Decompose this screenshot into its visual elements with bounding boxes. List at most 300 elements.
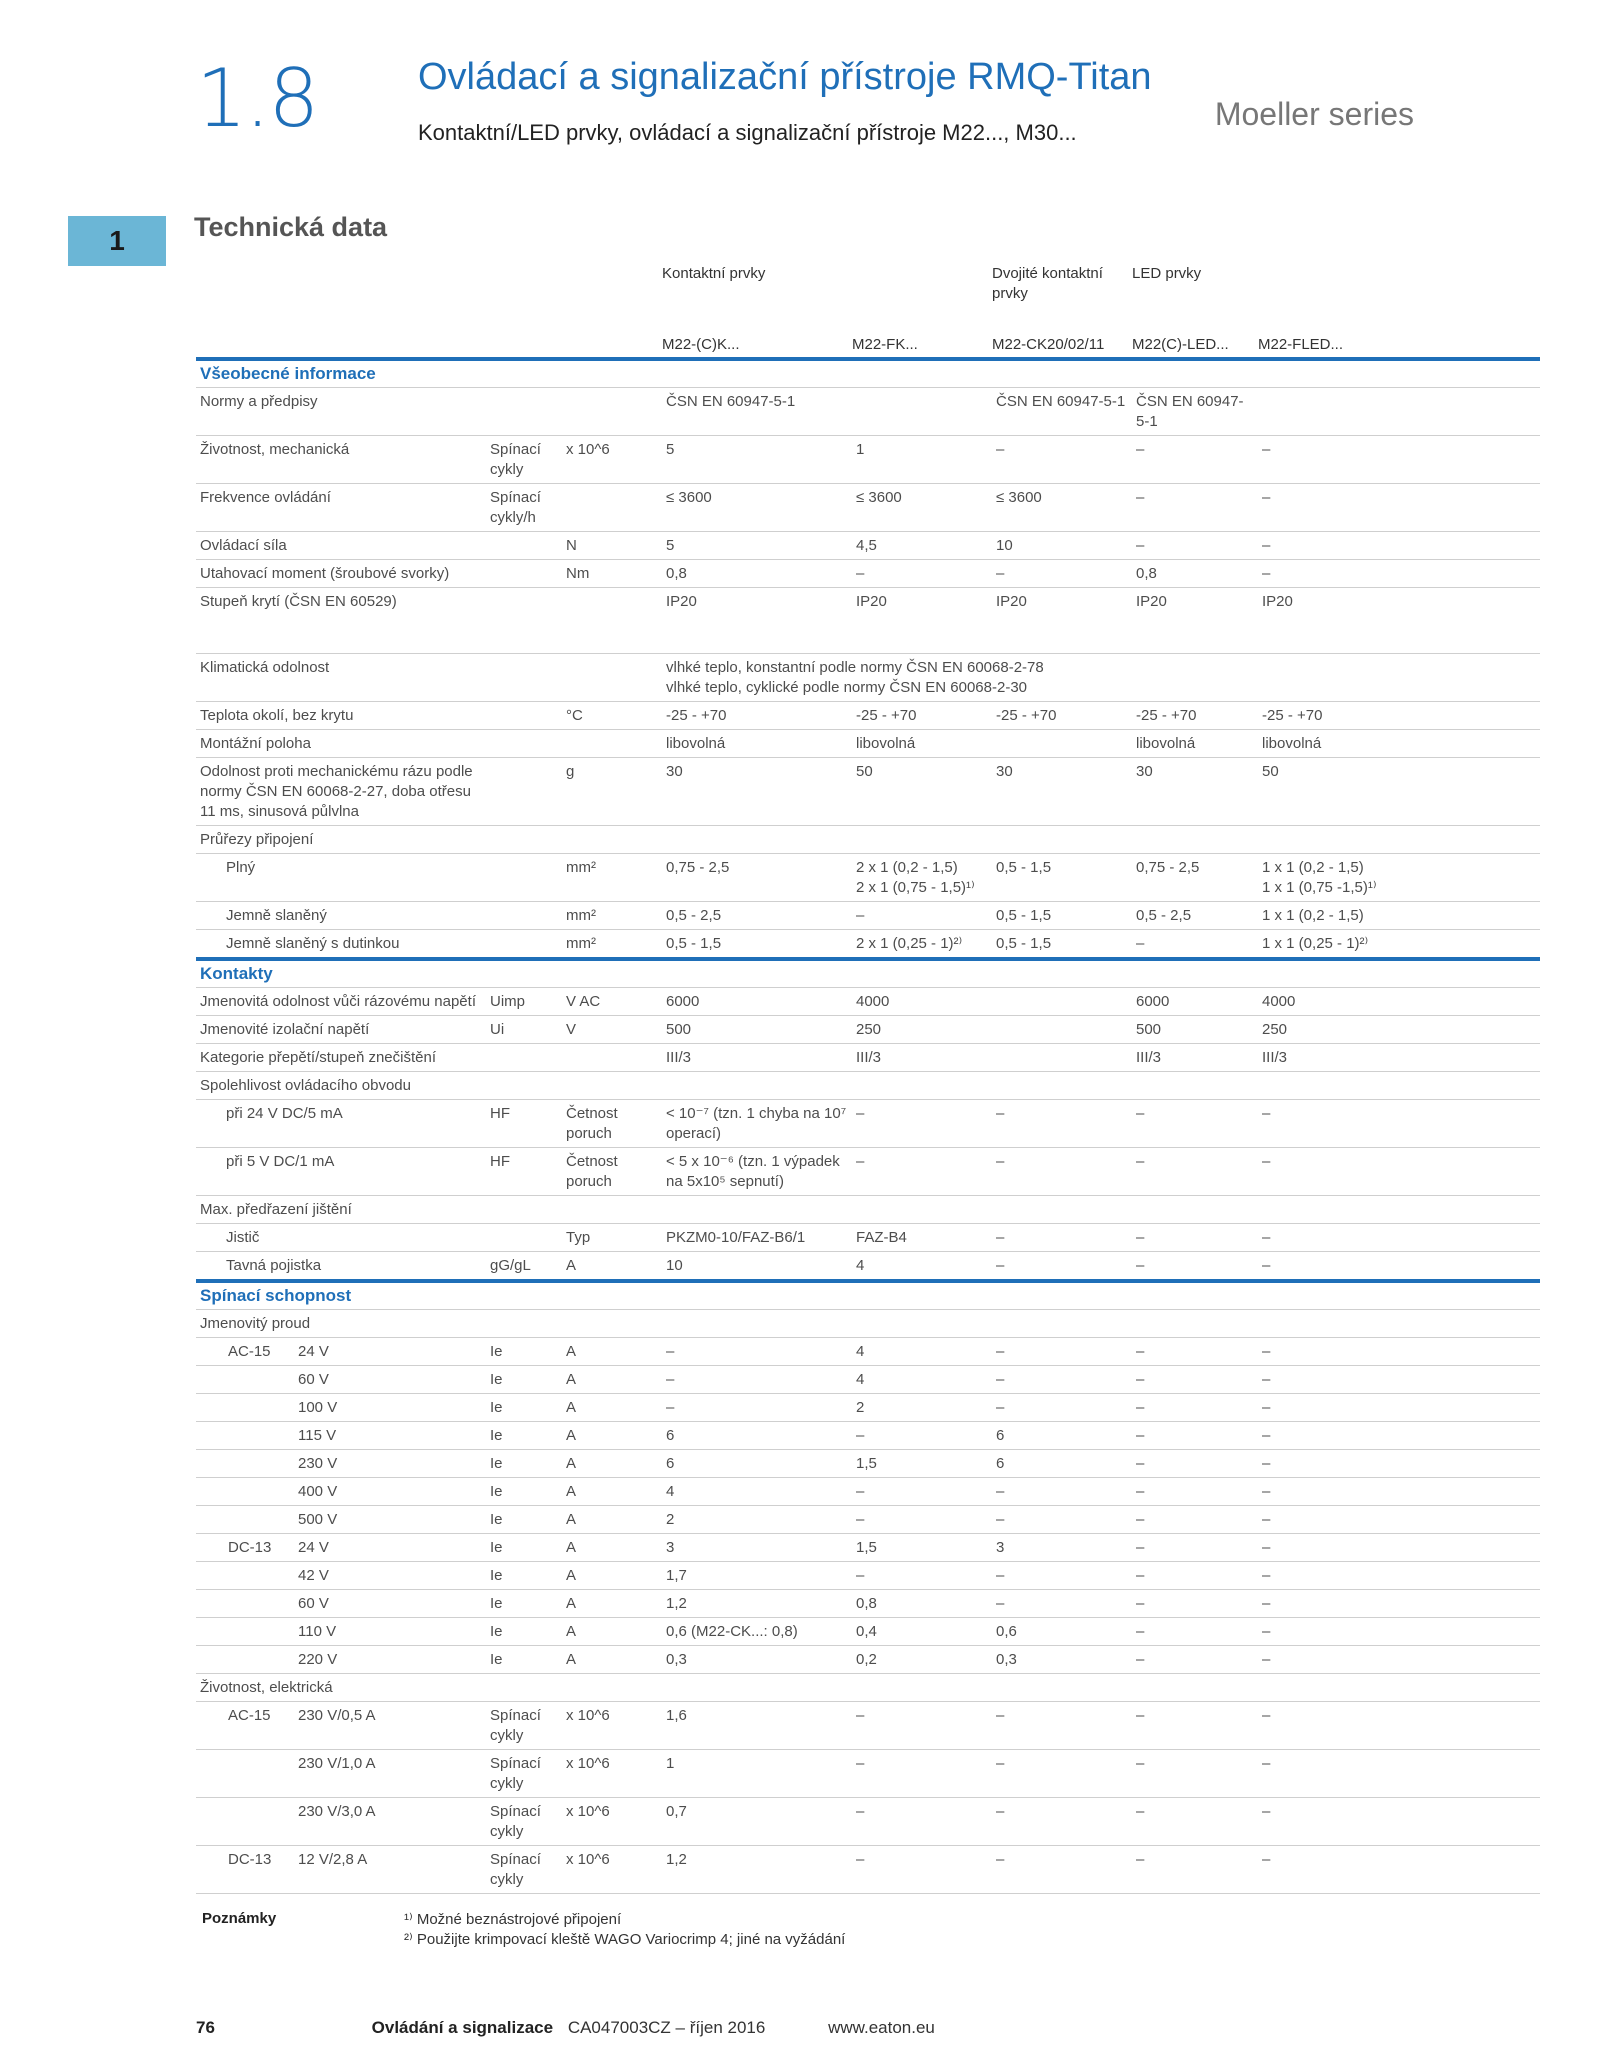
row-label: Montážní poloha [196, 730, 486, 758]
symbol-cell [486, 758, 562, 826]
row-label: Jemně slaněný s dutinkou [196, 930, 486, 960]
symbol-cell: Spínací cykly [486, 1702, 562, 1750]
unit-cell: A [562, 1478, 662, 1506]
value-cell: 1 x 1 (0,2 - 1,5) [1258, 902, 1540, 930]
value-cell: – [992, 1252, 1132, 1282]
value-cell: 4 [852, 1338, 992, 1366]
column-header: M22(C)-LED... [1132, 336, 1229, 353]
unit-cell: x 10^6 [562, 1798, 662, 1846]
symbol-cell [486, 1072, 562, 1100]
table-row [196, 1534, 1540, 1562]
document-id: CA047003CZ – říjen 2016 [567, 2018, 766, 2037]
value-cell: – [1132, 1478, 1258, 1506]
unit-cell: A [562, 1422, 662, 1450]
table-row [196, 988, 1540, 1016]
table-row [196, 1618, 1540, 1646]
table-row [196, 1590, 1540, 1618]
symbol-cell [486, 826, 562, 854]
voltage-cell: 400 V [294, 1478, 486, 1506]
value-cell: 250 [852, 1016, 992, 1044]
value-cell: – [1132, 1366, 1258, 1394]
spacer-cell [196, 1422, 224, 1450]
value-cell: – [1258, 1394, 1540, 1422]
value-cell: ČSN EN 60947-5-1 [662, 388, 852, 436]
category-cell [224, 1478, 294, 1506]
spacer-cell [196, 1506, 224, 1534]
value-cell: IP20 [852, 588, 992, 654]
value-cell: 0,3 [662, 1646, 852, 1674]
row-label: Klimatická odolnost [196, 654, 486, 702]
table-row [196, 930, 1540, 960]
unit-cell: x 10^6 [562, 436, 662, 484]
value-cell: 1,5 [852, 1450, 992, 1478]
group-header-led: LED prvky [1132, 265, 1202, 282]
value-cell: 0,5 - 2,5 [662, 902, 852, 930]
row-label: Odolnost proti mechanickému rázu podle normy ČSN EN 60068-2-27, doba otřesu 11 ms, sinusová půlvlna [196, 758, 486, 826]
voltage-cell: 24 V [294, 1534, 486, 1562]
value-cell: 0,75 - 2,5 [662, 854, 852, 902]
value-cell: 6 [992, 1450, 1132, 1478]
section-row [196, 959, 1540, 988]
symbol-cell [486, 654, 562, 702]
value-cell: libovolná [662, 730, 852, 758]
table-row [196, 1422, 1540, 1450]
value-cell [992, 1016, 1132, 1044]
table-row [196, 1702, 1540, 1750]
section-title: Spínací schopnost [196, 1281, 1540, 1310]
value-cell: – [1132, 1618, 1258, 1646]
unit-cell: A [562, 1618, 662, 1646]
value-cell: -25 - +70 [1132, 702, 1258, 730]
section-heading: Technická data [194, 212, 388, 242]
unit-cell: V AC [562, 988, 662, 1016]
table-row [196, 1366, 1540, 1394]
table-row [196, 654, 1540, 702]
unit-cell: A [562, 1506, 662, 1534]
value-cell: – [992, 1590, 1132, 1618]
value-cell: – [992, 1750, 1132, 1798]
value-cell: – [852, 1562, 992, 1590]
value-cell: 1 x 1 (0,25 - 1)²⁾ [1258, 930, 1540, 960]
category-cell [224, 1590, 294, 1618]
symbol-cell: Ie [486, 1338, 562, 1366]
table-row [196, 436, 1540, 484]
value-cell: 0,2 [852, 1646, 992, 1674]
category-cell [224, 1394, 294, 1422]
value-cell: – [1258, 1846, 1540, 1894]
unit-cell: x 10^6 [562, 1750, 662, 1798]
value-cell: 0,6 [992, 1618, 1132, 1646]
unit-cell [562, 1674, 662, 1702]
spacer-cell [196, 1478, 224, 1506]
value-cell: – [852, 902, 992, 930]
value-cell [1258, 388, 1540, 436]
unit-cell: N [562, 532, 662, 560]
symbol-cell: Ie [486, 1646, 562, 1674]
value-cell: 0,5 - 1,5 [662, 930, 852, 960]
row-label: Ovládací síla [196, 532, 486, 560]
value-cell: 1 x 1 (0,2 - 1,5) 1 x 1 (0,75 -1,5)¹⁾ [1258, 854, 1540, 902]
unit-cell [562, 588, 662, 654]
unit-cell: x 10^6 [562, 1702, 662, 1750]
symbol-cell: Ie [486, 1450, 562, 1478]
value-cell: III/3 [1258, 1044, 1540, 1072]
value-cell: 500 [1132, 1016, 1258, 1044]
value-cell: 6000 [1132, 988, 1258, 1016]
value-cell: 50 [1258, 758, 1540, 826]
value-cell: – [852, 1100, 992, 1148]
section-number: 1.8 [196, 52, 318, 145]
symbol-cell: gG/gL [486, 1252, 562, 1282]
value-cell: 6 [992, 1422, 1132, 1450]
spacer-cell [196, 1394, 224, 1422]
table-row [196, 1506, 1540, 1534]
empty-cell [662, 1674, 1540, 1702]
value-cell: 2 x 1 (0,25 - 1)²⁾ [852, 930, 992, 960]
value-cell: 1,2 [662, 1846, 852, 1894]
value-cell: – [1258, 1450, 1540, 1478]
row-label: Max. předřazení jištění [196, 1196, 486, 1224]
value-cell: 1,2 [662, 1590, 852, 1618]
spacer-cell [196, 1750, 224, 1798]
value-cell: – [1132, 1338, 1258, 1366]
value-cell: 2 x 1 (0,2 - 1,5) 2 x 1 (0,75 - 1,5)¹⁾ [852, 854, 992, 902]
unit-cell: A [562, 1252, 662, 1282]
empty-cell [662, 826, 1540, 854]
unit-cell: A [562, 1646, 662, 1674]
unit-cell: Nm [562, 560, 662, 588]
value-cell: 0,75 - 2,5 [1132, 854, 1258, 902]
unit-cell: A [562, 1562, 662, 1590]
voltage-cell: 500 V [294, 1506, 486, 1534]
unit-cell [562, 654, 662, 702]
column-headers [196, 264, 1540, 356]
value-cell: – [1132, 1394, 1258, 1422]
value-cell: 1 [852, 436, 992, 484]
unit-cell [562, 1044, 662, 1072]
table-row [196, 1148, 1540, 1196]
value-cell: – [1258, 1750, 1540, 1798]
empty-cell [662, 1072, 1540, 1100]
voltage-cell: 60 V [294, 1366, 486, 1394]
value-cell: III/3 [1132, 1044, 1258, 1072]
publication-title: Ovládání a signalizace [371, 2018, 554, 2037]
category-cell: AC-15 [224, 1702, 294, 1750]
table-row [196, 484, 1540, 532]
value-cell: – [852, 1506, 992, 1534]
value-cell: 3 [662, 1534, 852, 1562]
value-cell: ≤ 3600 [852, 484, 992, 532]
value-cell: 30 [662, 758, 852, 826]
value-cell: – [1258, 1338, 1540, 1366]
column-header: M22-CK20/02/11 [992, 336, 1105, 353]
value-cell: 2 [662, 1506, 852, 1534]
value-cell: ≤ 3600 [992, 484, 1132, 532]
table-row [196, 1224, 1540, 1252]
unit-cell: mm² [562, 902, 662, 930]
value-cell: 1,5 [852, 1534, 992, 1562]
unit-cell [562, 1196, 662, 1224]
voltage-cell: 100 V [294, 1394, 486, 1422]
symbol-cell [486, 588, 562, 654]
table-row [196, 1044, 1540, 1072]
column-header: M22-(C)K... [662, 336, 740, 353]
value-cell: – [992, 1798, 1132, 1846]
table-row [196, 1310, 1540, 1338]
value-cell: 10 [992, 532, 1132, 560]
value-cell: – [992, 1562, 1132, 1590]
symbol-cell [486, 702, 562, 730]
row-label: Plný [196, 854, 486, 902]
value-cell: – [1258, 1702, 1540, 1750]
symbol-cell: Ie [486, 1618, 562, 1646]
value-cell: 2 [852, 1394, 992, 1422]
unit-cell [562, 730, 662, 758]
row-label: Frekvence ovládání [196, 484, 486, 532]
column-header: M22-FK... [852, 336, 918, 353]
row-label: Jemně slaněný [196, 902, 486, 930]
symbol-cell: Ie [486, 1590, 562, 1618]
page-title: Ovládací a signalizační přístroje RMQ-Titan [418, 56, 1152, 98]
row-label: při 5 V DC/1 mA [196, 1148, 486, 1196]
value-cell: ČSN EN 60947-5-1 [1132, 388, 1258, 436]
website: www.eaton.eu [828, 2018, 935, 2037]
category-cell [224, 1562, 294, 1590]
empty-cell [662, 1310, 1540, 1338]
value-cell: – [1258, 1252, 1540, 1282]
value-cell: 3 [992, 1534, 1132, 1562]
value-cell: FAZ-B4 [852, 1224, 992, 1252]
unit-cell: Četnost poruch [562, 1100, 662, 1148]
row-label: Spolehlivost ovládacího obvodu [196, 1072, 486, 1100]
row-label: Životnost, mechanická [196, 436, 486, 484]
value-cell [852, 388, 992, 436]
spacer-cell [196, 1450, 224, 1478]
value-cell: – [992, 560, 1132, 588]
category-cell [224, 1798, 294, 1846]
value-cell: 0,3 [992, 1646, 1132, 1674]
value-cell: 0,5 - 2,5 [1132, 902, 1258, 930]
category-cell [224, 1750, 294, 1798]
value-cell: – [852, 1846, 992, 1894]
spacer-cell [196, 1366, 224, 1394]
unit-cell: A [562, 1450, 662, 1478]
value-cell: – [992, 1366, 1132, 1394]
symbol-cell: Uimp [486, 988, 562, 1016]
value-cell: – [1132, 1100, 1258, 1148]
value-cell: – [852, 1478, 992, 1506]
table-row [196, 1072, 1540, 1100]
section-title: Všeobecné informace [196, 359, 1540, 388]
value-cell: – [1258, 1148, 1540, 1196]
table-row [196, 758, 1540, 826]
value-cell: IP20 [1258, 588, 1540, 654]
row-label: Průřezy připojení [196, 826, 486, 854]
value-cell: – [1132, 436, 1258, 484]
value-cell: – [1258, 1224, 1540, 1252]
unit-cell: g [562, 758, 662, 826]
section-row [196, 359, 1540, 388]
unit-cell: x 10^6 [562, 1846, 662, 1894]
symbol-cell [486, 388, 562, 436]
symbol-cell: Ie [486, 1422, 562, 1450]
table-row [196, 854, 1540, 902]
value-cell: – [992, 436, 1132, 484]
value-cell: – [1258, 560, 1540, 588]
value-cell: – [1132, 1148, 1258, 1196]
symbol-cell: Spínací cykly [486, 1846, 562, 1894]
value-cell: – [1132, 1646, 1258, 1674]
symbol-cell: Spínací cykly [486, 436, 562, 484]
spacer-cell [196, 1846, 224, 1894]
symbol-cell [486, 1224, 562, 1252]
value-cell: 0,6 (M22-CK...: 0,8) [662, 1618, 852, 1646]
technical-data-table [196, 357, 1540, 1894]
row-label: Jmenovité izolační napětí [196, 1016, 486, 1044]
category-cell [224, 1366, 294, 1394]
category-cell [224, 1618, 294, 1646]
value-cell: 6 [662, 1450, 852, 1478]
value-cell: 0,4 [852, 1618, 992, 1646]
value-cell: 1 [662, 1750, 852, 1798]
value-cell: IP20 [1132, 588, 1258, 654]
symbol-cell: Ie [486, 1394, 562, 1422]
value-cell: – [662, 1338, 852, 1366]
unit-cell: mm² [562, 930, 662, 960]
table-row [196, 702, 1540, 730]
value-cell: -25 - +70 [662, 702, 852, 730]
value-cell: – [1132, 1702, 1258, 1750]
notes-label: Poznámky [202, 1910, 277, 1927]
symbol-cell [486, 854, 562, 902]
category-cell [224, 1422, 294, 1450]
unit-cell: Typ [562, 1224, 662, 1252]
value-cell: -25 - +70 [1258, 702, 1540, 730]
value-cell: 6 [662, 1422, 852, 1450]
value-cell: 0,7 [662, 1798, 852, 1846]
value-cell [992, 988, 1132, 1016]
value-cell: 4 [662, 1478, 852, 1506]
value-cell: – [852, 560, 992, 588]
unit-cell: A [562, 1394, 662, 1422]
row-label: Jmenovitý proud [196, 1310, 486, 1338]
value-cell: – [1258, 1562, 1540, 1590]
section-row [196, 1281, 1540, 1310]
value-cell: – [992, 1506, 1132, 1534]
table-row [196, 1674, 1540, 1702]
value-cell [992, 1044, 1132, 1072]
chapter-tab: 1 [68, 216, 166, 266]
value-cell: – [1132, 1224, 1258, 1252]
value-cell: IP20 [992, 588, 1132, 654]
voltage-cell: 12 V/2,8 A [294, 1846, 486, 1894]
value-cell: – [852, 1422, 992, 1450]
row-label: Tavná pojistka [196, 1252, 486, 1282]
group-header-double-contact: Dvojité kontaktní prvky [992, 265, 1103, 302]
value-cell: ČSN EN 60947-5-1 [992, 388, 1132, 436]
table-row [196, 1100, 1540, 1148]
value-cell: libovolná [1258, 730, 1540, 758]
value-cell: – [1132, 930, 1258, 960]
value-cell: – [992, 1338, 1132, 1366]
value-cell: – [1132, 1252, 1258, 1282]
spacer-cell [196, 1338, 224, 1366]
value-cell [992, 730, 1132, 758]
voltage-cell: 220 V [294, 1646, 486, 1674]
value-cell: – [1258, 1618, 1540, 1646]
spacer-cell [196, 1562, 224, 1590]
category-cell [224, 1646, 294, 1674]
table-row [196, 1394, 1540, 1422]
row-label: Jmenovitá odolnost vůči rázovému napětí [196, 988, 486, 1016]
value-cell: IP20 [662, 588, 852, 654]
symbol-cell [486, 1674, 562, 1702]
voltage-cell: 60 V [294, 1590, 486, 1618]
voltage-cell: 110 V [294, 1618, 486, 1646]
series-label: Moeller series [1214, 96, 1414, 132]
symbol-cell: Spínací cykly/h [486, 484, 562, 532]
value-cell: – [1132, 1750, 1258, 1798]
symbol-cell [486, 532, 562, 560]
value-cell: – [992, 1100, 1132, 1148]
value-cell: 1,7 [662, 1562, 852, 1590]
spacer-cell [196, 1534, 224, 1562]
table-row [196, 826, 1540, 854]
unit-cell: A [562, 1590, 662, 1618]
symbol-cell [486, 902, 562, 930]
value-cell: -25 - +70 [992, 702, 1132, 730]
symbol-cell: Ie [486, 1534, 562, 1562]
value-cell: – [852, 1798, 992, 1846]
value-cell: – [1258, 1534, 1540, 1562]
value-cell: 500 [662, 1016, 852, 1044]
table-row [196, 1450, 1540, 1478]
page-subtitle: Kontaktní/LED prvky, ovládací a signalizační přístroje M22..., M30... [418, 120, 1077, 145]
table-row [196, 730, 1540, 758]
value-cell: 6000 [662, 988, 852, 1016]
unit-cell: °C [562, 702, 662, 730]
value-cell: – [1258, 1798, 1540, 1846]
symbol-cell [486, 930, 562, 960]
empty-cell [662, 1196, 1540, 1224]
voltage-cell: 230 V/3,0 A [294, 1798, 486, 1846]
value-cell: – [1132, 1846, 1258, 1894]
table-row [196, 1016, 1540, 1044]
unit-cell [562, 826, 662, 854]
group-header-contact: Kontaktní prvky [662, 265, 766, 282]
page-footer [196, 2018, 935, 2038]
table-row [196, 1750, 1540, 1798]
unit-cell: mm² [562, 854, 662, 902]
category-cell: AC-15 [224, 1338, 294, 1366]
value-cell: – [852, 1750, 992, 1798]
value-cell: PKZM0-10/FAZ-B6/1 [662, 1224, 852, 1252]
unit-cell: V [562, 1016, 662, 1044]
value-cell: III/3 [662, 1044, 852, 1072]
row-label: Kategorie přepětí/stupeň znečištění [196, 1044, 486, 1072]
value-cell: 5 [662, 532, 852, 560]
symbol-cell: HF [486, 1100, 562, 1148]
unit-cell: A [562, 1338, 662, 1366]
value-cell: – [1132, 1562, 1258, 1590]
unit-cell [562, 1072, 662, 1100]
table-row [196, 1798, 1540, 1846]
table-row [196, 560, 1540, 588]
value-cell: – [1258, 1590, 1540, 1618]
value-cell: III/3 [852, 1044, 992, 1072]
table-row [196, 1846, 1540, 1894]
value-cell: vlhké teplo, konstantní podle normy ČSN EN 60068-2-78 vlhké teplo, cyklické podle normy ČSN EN 60068-2-30 [662, 654, 1540, 702]
